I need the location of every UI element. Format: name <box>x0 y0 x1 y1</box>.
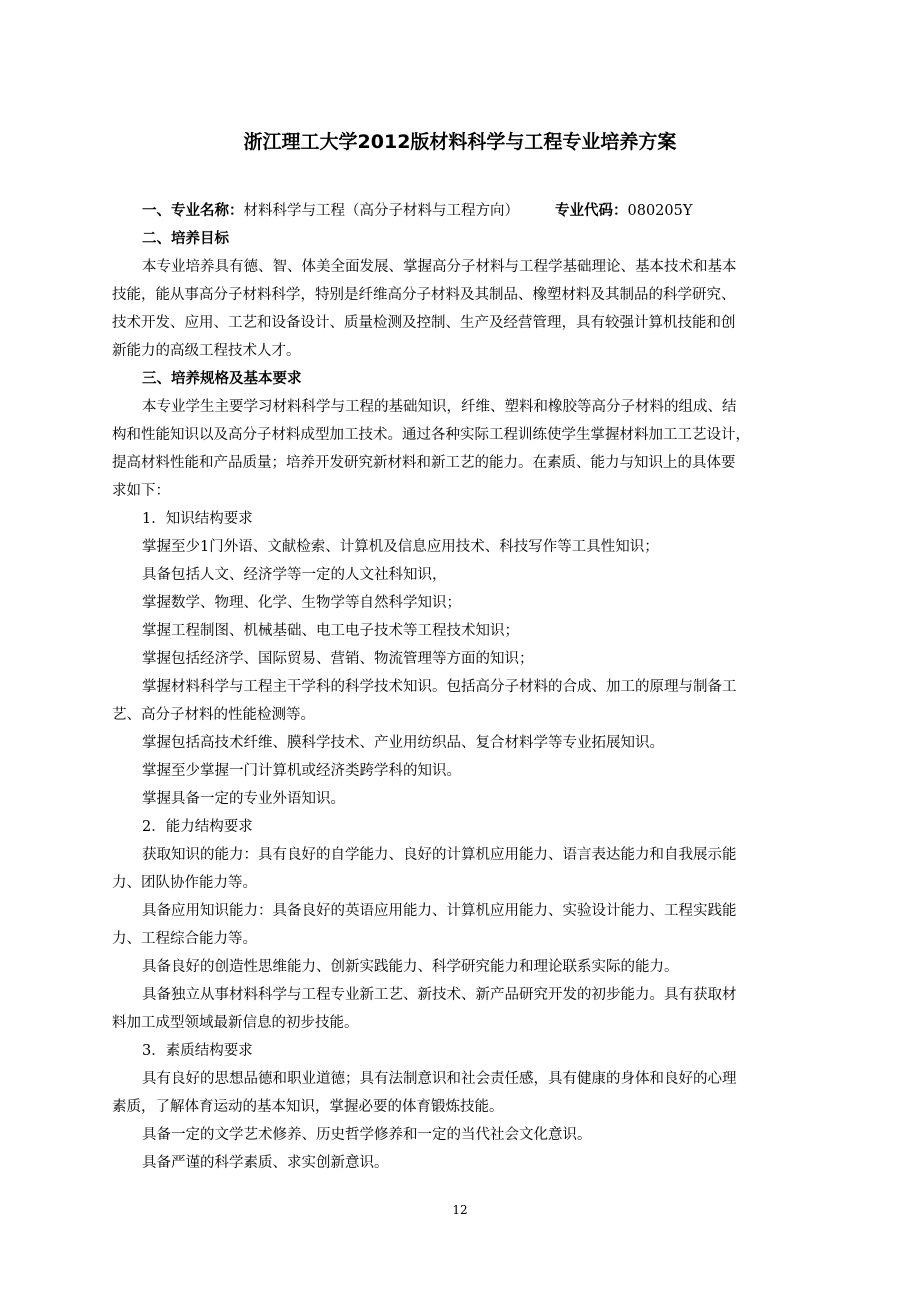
list-item: 掌握工程制图、机械基础、电工电子技术等工程技术知识； <box>142 623 519 639</box>
paragraph-line: 求如下： <box>112 483 170 499</box>
major-info-line <box>112 197 812 225</box>
subsection-heading-ability: 2．能力结构要求 <box>142 819 253 835</box>
list-item: 具备独立从事材料科学与工程专业新工艺、新技术、新产品研究开发的初步能力。具有获取材 <box>142 987 737 1003</box>
list-item: 具有良好的思想品德和职业道德；具有法制意识和社会责任感，具有健康的身体和良好的心理 <box>142 1071 737 1087</box>
paragraph-line: 技术开发、应用、工艺和设备设计、质量检测及控制、生产及经营管理，具有较强计算机技能和创 <box>112 315 736 331</box>
paragraph-line: 本专业培养具有德、智、体美全面发展、掌握高分子材料与工程学基础理论、基本技术和基本 <box>142 259 737 275</box>
list-item: 掌握数学、物理、化学、生物学等自然科学知识； <box>142 595 461 611</box>
list-item: 掌握包括高技术纤维、膜科学技术、产业用纺织品、复合材料学等专业拓展知识。 <box>142 735 664 751</box>
list-item: 具备良好的创造性思维能力、创新实践能力、科学研究能力和理论联系实际的能力。 <box>142 959 679 975</box>
paragraph-line: 提高材料性能和产品质量；培养开发研究新材料和新工艺的能力。在素质、能力与知识上的具体要 <box>112 455 736 471</box>
document-body <box>112 197 812 1177</box>
paragraph-line: 本专业学生主要学习材料科学与工程的基础知识，纤维、塑料和橡胶等高分子材料的组成、结 <box>142 399 737 415</box>
major-name-label: 一、专业名称： <box>142 203 244 219</box>
list-item-continuation: 力、工程综合能力等。 <box>112 931 257 947</box>
section-heading-objectives: 二、培养目标 <box>142 231 229 247</box>
list-item-continuation: 料加工成型领域最新信息的初步技能。 <box>112 1015 359 1031</box>
paragraph-line: 技能，能从事高分子材料科学，特别是纤维高分子材料及其制品、橡塑材料及其制品的科学研究、 <box>112 287 736 303</box>
list-item: 具备严谨的科学素质、求实创新意识。 <box>142 1155 389 1171</box>
major-code-value: 080205Y <box>627 203 693 219</box>
list-item: 具备应用知识能力：具备良好的英语应用能力、计算机应用能力、实验设计能力、工程实践能 <box>142 903 737 919</box>
page-title: 浙江理工大学2012版材料科学与工程专业培养方案 <box>243 131 677 153</box>
list-item-continuation: 艺、高分子材料的性能检测等。 <box>112 707 315 723</box>
list-item: 掌握至少掌握一门计算机或经济类跨学科的知识。 <box>142 763 461 779</box>
page-number: 12 <box>452 1203 468 1217</box>
subsection-heading-knowledge: 1．知识结构要求 <box>142 511 253 527</box>
list-item: 掌握至少1门外语、文献检索、计算机及信息应用技术、科技写作等工具性知识； <box>142 539 659 555</box>
list-item-continuation: 素质，了解体育运动的基本知识，掌握必要的体育锻炼技能。 <box>112 1099 504 1115</box>
section-heading-requirements: 三、培养规格及基本要求 <box>142 371 302 387</box>
list-item: 掌握材料科学与工程主干学科的科学技术知识。包括高分子材料的合成、加工的原理与制备工 <box>142 679 737 695</box>
major-name-value: 材料科学与工程（高分子材料与工程方向） <box>243 203 519 219</box>
list-item: 具备一定的文学艺术修养、历史哲学修养和一定的当代社会文化意识。 <box>142 1127 592 1143</box>
paragraph-line: 构和性能知识以及高分子材料成型加工技术。通过各种实际工程训练使学生掌握材料加工工艺设计， <box>112 427 750 443</box>
list-item-continuation: 力、团队协作能力等。 <box>112 875 257 891</box>
paragraph-line: 新能力的高级工程技术人才。 <box>112 343 301 359</box>
subsection-heading-quality: 3．素质结构要求 <box>142 1043 253 1059</box>
list-item: 获取知识的能力：具有良好的自学能力、良好的计算机应用能力、语言表达能力和自我展示能 <box>142 847 737 863</box>
list-item: 掌握具备一定的专业外语知识。 <box>142 791 345 807</box>
list-item: 掌握包括经济学、国际贸易、营销、物流管理等方面的知识； <box>142 651 534 667</box>
list-item: 具备包括人文、经济学等一定的人文社科知识， <box>142 567 447 583</box>
major-code-label: 专业代码： <box>555 203 628 219</box>
